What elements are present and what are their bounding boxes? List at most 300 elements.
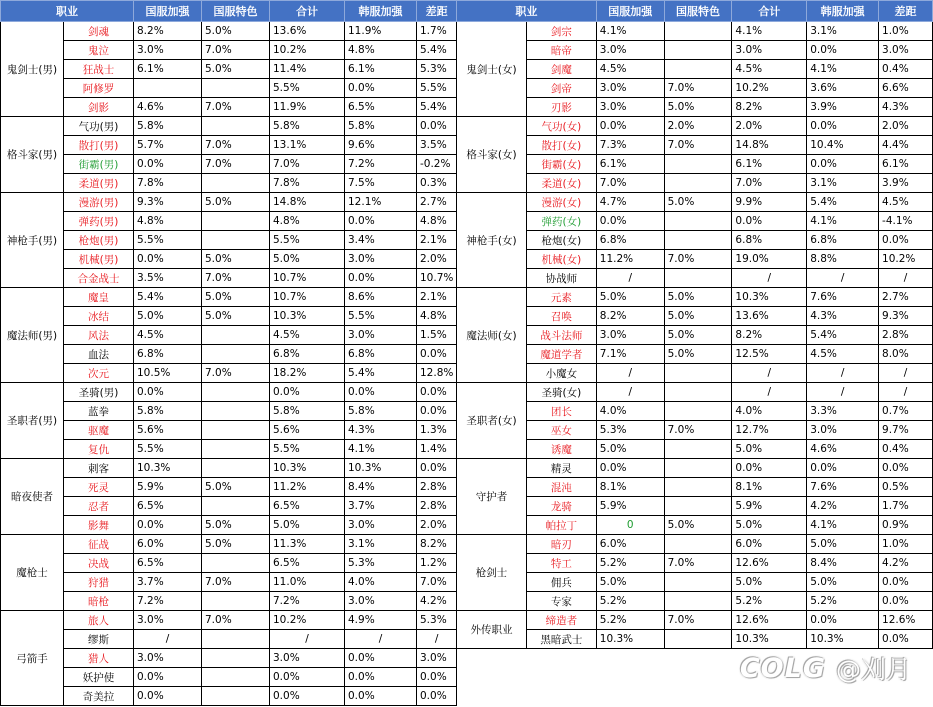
- subclass-name-cell: 猎人: [64, 649, 134, 668]
- diff-cell: 1.5%: [417, 326, 457, 345]
- total-cell: 10.3%: [732, 630, 807, 649]
- cn-buff-cell: 5.0%: [596, 440, 664, 459]
- total-cell: 3.0%: [270, 649, 345, 668]
- cn-feature-cell: [664, 478, 732, 497]
- cn-buff-cell: 6.5%: [134, 497, 202, 516]
- diff-cell: 1.4%: [417, 440, 457, 459]
- class-group-cell: 格斗家(女): [457, 117, 527, 193]
- cn-buff-cell: /: [134, 630, 202, 649]
- total-cell: 7.0%: [270, 155, 345, 174]
- diff-cell: /: [879, 383, 933, 402]
- cn-feature-cell: 7.0%: [202, 611, 270, 630]
- header-cn-feature: 国服特色: [202, 1, 270, 22]
- kr-buff-cell: 5.8%: [345, 402, 417, 421]
- cn-buff-cell: 0.0%: [134, 250, 202, 269]
- cn-buff-cell: 10.3%: [134, 459, 202, 478]
- diff-cell: 7.0%: [417, 573, 457, 592]
- kr-buff-cell: 6.8%: [345, 345, 417, 364]
- diff-cell: 6.1%: [879, 155, 933, 174]
- cn-buff-cell: 3.0%: [596, 41, 664, 60]
- kr-buff-cell: 12.1%: [345, 193, 417, 212]
- table-row: [1, 687, 457, 706]
- cn-feature-cell: 5.0%: [202, 193, 270, 212]
- subclass-name-cell: 蓝拳: [64, 402, 134, 421]
- kr-buff-cell: 3.1%: [807, 174, 879, 193]
- kr-buff-cell: 3.3%: [807, 402, 879, 421]
- kr-buff-cell: 5.3%: [345, 554, 417, 573]
- diff-cell: 8.2%: [417, 535, 457, 554]
- diff-cell: 0.0%: [879, 573, 933, 592]
- table-row: [1, 212, 457, 231]
- subclass-name-cell: 刺客: [64, 459, 134, 478]
- total-cell: 18.2%: [270, 364, 345, 383]
- subclass-name-cell: 魔道学者: [526, 345, 596, 364]
- cn-feature-cell: [202, 345, 270, 364]
- total-cell: 4.5%: [732, 60, 807, 79]
- total-cell: 5.0%: [270, 516, 345, 535]
- cn-buff-cell: 3.0%: [596, 326, 664, 345]
- total-cell: 5.5%: [270, 231, 345, 250]
- cn-feature-cell: [202, 592, 270, 611]
- diff-cell: 5.4%: [417, 41, 457, 60]
- table-row: [457, 592, 933, 611]
- class-group-cell: 圣职者(女): [457, 383, 527, 459]
- table-row: [457, 326, 933, 345]
- cn-feature-cell: 7.0%: [202, 136, 270, 155]
- diff-cell: 0.5%: [879, 478, 933, 497]
- total-cell: 0.0%: [732, 459, 807, 478]
- cn-buff-cell: 5.5%: [134, 231, 202, 250]
- empty-cell: [879, 685, 933, 703]
- kr-buff-cell: 6.1%: [345, 60, 417, 79]
- cn-feature-cell: 5.0%: [664, 326, 732, 345]
- subclass-name-cell: 血法: [64, 345, 134, 364]
- cn-feature-cell: 5.0%: [202, 60, 270, 79]
- total-cell: 7.0%: [732, 174, 807, 193]
- cn-feature-cell: 5.0%: [664, 98, 732, 117]
- class-group-cell: 鬼剑士(男): [1, 22, 64, 117]
- cn-buff-cell: 5.6%: [134, 421, 202, 440]
- subclass-name-cell: 枪炮(男): [64, 231, 134, 250]
- empty-row: [457, 685, 933, 703]
- table-row: [1, 307, 457, 326]
- kr-buff-cell: 0.0%: [807, 459, 879, 478]
- subclass-name-cell: 阿修罗: [64, 79, 134, 98]
- cn-feature-cell: [202, 668, 270, 687]
- subclass-name-cell: 元素: [526, 288, 596, 307]
- cn-buff-cell: 6.0%: [596, 535, 664, 554]
- cn-buff-cell: 5.9%: [596, 497, 664, 516]
- total-cell: 8.1%: [732, 478, 807, 497]
- subclass-name-cell: 暗刃: [526, 535, 596, 554]
- cn-buff-cell: 6.8%: [596, 231, 664, 250]
- cn-buff-cell: 9.3%: [134, 193, 202, 212]
- kr-buff-cell: 0.0%: [807, 41, 879, 60]
- cn-buff-cell: 4.8%: [134, 212, 202, 231]
- kr-buff-cell: 4.9%: [345, 611, 417, 630]
- table-row: [1, 668, 457, 687]
- kr-buff-cell: 3.0%: [345, 326, 417, 345]
- subclass-name-cell: 气功(男): [64, 117, 134, 136]
- total-cell: 13.6%: [732, 307, 807, 326]
- class-group-cell: 枪剑士: [457, 535, 527, 611]
- table-row: [1, 193, 457, 212]
- table-row: [1, 592, 457, 611]
- kr-buff-cell: 7.6%: [807, 478, 879, 497]
- kr-buff-cell: 0.0%: [345, 383, 417, 402]
- total-cell: 7.8%: [270, 174, 345, 193]
- subclass-name-cell: 枪炮(女): [526, 231, 596, 250]
- table-row: [1, 573, 457, 592]
- empty-cell: [457, 667, 527, 685]
- cn-buff-cell: 3.0%: [134, 41, 202, 60]
- empty-cell: [457, 649, 527, 668]
- kr-buff-cell: 8.6%: [345, 288, 417, 307]
- subclass-name-cell: 诱魔: [526, 440, 596, 459]
- cn-feature-cell: 7.0%: [664, 136, 732, 155]
- kr-buff-cell: 10.4%: [807, 136, 879, 155]
- table-row: [457, 231, 933, 250]
- table-row: [1, 649, 457, 668]
- cn-buff-cell: 10.5%: [134, 364, 202, 383]
- total-cell: 0.0%: [270, 668, 345, 687]
- cn-feature-cell: [202, 117, 270, 136]
- total-cell: 10.7%: [270, 269, 345, 288]
- right-buff-table: [456, 0, 933, 703]
- diff-cell: 12.8%: [417, 364, 457, 383]
- cn-buff-cell: 3.5%: [134, 269, 202, 288]
- kr-buff-cell: 8.8%: [807, 250, 879, 269]
- total-cell: 4.8%: [270, 212, 345, 231]
- total-cell: 5.9%: [732, 497, 807, 516]
- diff-cell: 0.0%: [417, 668, 457, 687]
- cn-buff-cell: 7.3%: [596, 136, 664, 155]
- cn-feature-cell: 5.0%: [664, 288, 732, 307]
- cn-buff-cell: 6.8%: [134, 345, 202, 364]
- diff-cell: 4.3%: [879, 98, 933, 117]
- cn-buff-cell: 4.0%: [596, 402, 664, 421]
- diff-cell: 2.0%: [417, 516, 457, 535]
- table-row: [457, 421, 933, 440]
- cn-buff-cell: 6.1%: [596, 155, 664, 174]
- diff-cell: 0.0%: [879, 630, 933, 649]
- kr-buff-cell: 3.0%: [345, 516, 417, 535]
- table-row: [457, 345, 933, 364]
- cn-feature-cell: [664, 212, 732, 231]
- cn-feature-cell: [664, 364, 732, 383]
- cn-feature-cell: 5.0%: [664, 345, 732, 364]
- cn-feature-cell: [664, 459, 732, 478]
- table-row: [1, 402, 457, 421]
- subclass-name-cell: 缪斯: [64, 630, 134, 649]
- subclass-name-cell: 圣骑(男): [64, 383, 134, 402]
- subclass-name-cell: 忍者: [64, 497, 134, 516]
- total-cell: 7.2%: [270, 592, 345, 611]
- cn-buff-cell: 6.0%: [134, 535, 202, 554]
- kr-buff-cell: 4.1%: [807, 212, 879, 231]
- table-row: [1, 630, 457, 649]
- table-row: [457, 497, 933, 516]
- table-row: [1, 288, 457, 307]
- subclass-name-cell: 旅人: [64, 611, 134, 630]
- subclass-name-cell: 气功(女): [526, 117, 596, 136]
- subclass-name-cell: 团长: [526, 402, 596, 421]
- table-row: [1, 497, 457, 516]
- diff-cell: 2.8%: [417, 497, 457, 516]
- cn-buff-cell: 3.0%: [596, 79, 664, 98]
- kr-buff-cell: 7.2%: [345, 155, 417, 174]
- diff-cell: 2.8%: [417, 478, 457, 497]
- kr-buff-cell: 0.0%: [807, 117, 879, 136]
- total-cell: /: [732, 269, 807, 288]
- table-row: [457, 630, 933, 649]
- cn-buff-cell: 7.0%: [596, 174, 664, 193]
- diff-cell: 3.0%: [879, 41, 933, 60]
- cn-buff-cell: 3.0%: [134, 649, 202, 668]
- subclass-name-cell: 狂战士: [64, 60, 134, 79]
- class-group-cell: 神枪手(女): [457, 193, 527, 288]
- table-row: [457, 41, 933, 60]
- table-row: [1, 250, 457, 269]
- subclass-name-cell: 剑魔: [526, 60, 596, 79]
- diff-cell: 2.8%: [879, 326, 933, 345]
- total-cell: 5.5%: [270, 79, 345, 98]
- diff-cell: 0.0%: [417, 383, 457, 402]
- right-header-row: [457, 1, 933, 22]
- subclass-name-cell: 影舞: [64, 516, 134, 535]
- kr-buff-cell: 11.9%: [345, 22, 417, 41]
- subclass-name-cell: 合金战士: [64, 269, 134, 288]
- header-diff: 差距: [879, 1, 933, 22]
- cn-buff-cell: 0.0%: [134, 383, 202, 402]
- kr-buff-cell: 0.0%: [345, 212, 417, 231]
- table-row: [1, 535, 457, 554]
- subclass-name-cell: 散打(男): [64, 136, 134, 155]
- kr-buff-cell: 7.5%: [345, 174, 417, 193]
- kr-buff-cell: 5.4%: [807, 326, 879, 345]
- table-row: [457, 478, 933, 497]
- cn-buff-cell: 8.1%: [596, 478, 664, 497]
- diff-cell: 10.7%: [417, 269, 457, 288]
- kr-buff-cell: 10.3%: [345, 459, 417, 478]
- class-group-cell: 外传职业: [457, 611, 527, 649]
- subclass-name-cell: 帕拉丁: [526, 516, 596, 535]
- subclass-name-cell: 机械(男): [64, 250, 134, 269]
- diff-cell: 2.1%: [417, 288, 457, 307]
- subclass-name-cell: 漫游(男): [64, 193, 134, 212]
- header-cn-feature: 国服特色: [664, 1, 732, 22]
- cn-buff-cell: 5.5%: [134, 440, 202, 459]
- total-cell: 11.0%: [270, 573, 345, 592]
- table-row: [1, 440, 457, 459]
- cn-feature-cell: 7.0%: [664, 250, 732, 269]
- diff-cell: 5.3%: [417, 60, 457, 79]
- cn-buff-cell: 8.2%: [596, 307, 664, 326]
- diff-cell: 1.3%: [417, 421, 457, 440]
- class-group-cell: 神枪手(男): [1, 193, 64, 288]
- diff-cell: 9.3%: [879, 307, 933, 326]
- total-cell: 11.4%: [270, 60, 345, 79]
- kr-buff-cell: 5.0%: [807, 573, 879, 592]
- diff-cell: 0.4%: [879, 60, 933, 79]
- total-cell: 6.1%: [732, 155, 807, 174]
- diff-cell: 10.2%: [879, 250, 933, 269]
- total-cell: 10.2%: [270, 41, 345, 60]
- total-cell: 14.8%: [732, 136, 807, 155]
- subclass-name-cell: 决战: [64, 554, 134, 573]
- header-cn-buff: 国服加强: [134, 1, 202, 22]
- total-cell: 6.8%: [270, 345, 345, 364]
- cn-feature-cell: 7.0%: [664, 554, 732, 573]
- cn-feature-cell: 5.0%: [664, 516, 732, 535]
- cn-buff-cell: /: [596, 383, 664, 402]
- subclass-name-cell: 风法: [64, 326, 134, 345]
- table-row: [457, 573, 933, 592]
- subclass-name-cell: 鬼泣: [64, 41, 134, 60]
- total-cell: 10.3%: [270, 307, 345, 326]
- subclass-name-cell: 漫游(女): [526, 193, 596, 212]
- cn-feature-cell: [664, 174, 732, 193]
- table-row: [457, 269, 933, 288]
- cn-feature-cell: [664, 630, 732, 649]
- table-row: [457, 288, 933, 307]
- header-cn-buff: 国服加强: [596, 1, 664, 22]
- total-cell: 19.0%: [732, 250, 807, 269]
- diff-cell: 5.3%: [417, 611, 457, 630]
- diff-cell: 2.1%: [417, 231, 457, 250]
- kr-buff-cell: /: [345, 630, 417, 649]
- cn-feature-cell: [202, 630, 270, 649]
- table-row: [1, 364, 457, 383]
- kr-buff-cell: 0.0%: [807, 155, 879, 174]
- subclass-name-cell: 刃影: [526, 98, 596, 117]
- cn-buff-cell: 5.3%: [596, 421, 664, 440]
- diff-cell: 0.0%: [417, 459, 457, 478]
- watermark-author: @刈月: [835, 655, 911, 684]
- cn-feature-cell: 7.0%: [202, 269, 270, 288]
- cn-feature-cell: [664, 155, 732, 174]
- total-cell: 11.3%: [270, 535, 345, 554]
- total-cell: 4.5%: [270, 326, 345, 345]
- table-row: [457, 174, 933, 193]
- diff-cell: 1.0%: [879, 22, 933, 41]
- table-row: [457, 22, 933, 41]
- total-cell: 5.0%: [270, 250, 345, 269]
- table-row: [1, 231, 457, 250]
- kr-buff-cell: 3.7%: [345, 497, 417, 516]
- diff-cell: 0.0%: [417, 402, 457, 421]
- cn-buff-cell: 4.5%: [596, 60, 664, 79]
- table-row: [1, 326, 457, 345]
- table-row: [1, 41, 457, 60]
- kr-buff-cell: 4.3%: [345, 421, 417, 440]
- table-row: [457, 440, 933, 459]
- subclass-name-cell: 柔道(女): [526, 174, 596, 193]
- subclass-name-cell: 混沌: [526, 478, 596, 497]
- right-table-body: [457, 22, 933, 704]
- total-cell: 9.9%: [732, 193, 807, 212]
- kr-buff-cell: 3.9%: [807, 98, 879, 117]
- kr-buff-cell: 3.6%: [807, 79, 879, 98]
- total-cell: 12.7%: [732, 421, 807, 440]
- subclass-name-cell: 小魔女: [526, 364, 596, 383]
- kr-buff-cell: 0.0%: [345, 79, 417, 98]
- cn-buff-cell: 6.5%: [134, 554, 202, 573]
- cn-feature-cell: 7.0%: [202, 41, 270, 60]
- class-group-cell: 鬼剑士(女): [457, 22, 527, 117]
- table-row: [1, 516, 457, 535]
- cn-buff-cell: 5.8%: [134, 117, 202, 136]
- diff-cell: /: [417, 630, 457, 649]
- class-group-cell: 格斗家(男): [1, 117, 64, 193]
- class-group-cell: 暗夜使者: [1, 459, 64, 535]
- cn-feature-cell: [202, 231, 270, 250]
- cn-feature-cell: [664, 269, 732, 288]
- class-group-cell: 魔法师(男): [1, 288, 64, 383]
- total-cell: 8.2%: [732, 326, 807, 345]
- total-cell: 12.5%: [732, 345, 807, 364]
- cn-buff-cell: 7.8%: [134, 174, 202, 193]
- subclass-name-cell: 征战: [64, 535, 134, 554]
- header-kr-buff: 韩服加强: [807, 1, 879, 22]
- subclass-name-cell: 专家: [526, 592, 596, 611]
- table-row: [1, 611, 457, 630]
- table-row: [1, 345, 457, 364]
- cn-buff-cell: 8.2%: [134, 22, 202, 41]
- kr-buff-cell: /: [807, 364, 879, 383]
- subclass-name-cell: 暗帝: [526, 41, 596, 60]
- kr-buff-cell: 4.2%: [807, 497, 879, 516]
- cn-feature-cell: [664, 22, 732, 41]
- diff-cell: 9.7%: [879, 421, 933, 440]
- cn-feature-cell: 7.0%: [664, 79, 732, 98]
- subclass-name-cell: 狩猎: [64, 573, 134, 592]
- total-cell: 0.0%: [270, 383, 345, 402]
- cn-buff-cell: 5.2%: [596, 592, 664, 611]
- table-row: [457, 250, 933, 269]
- empty-cell: [664, 667, 732, 685]
- kr-buff-cell: 0.0%: [345, 687, 417, 706]
- total-cell: 6.8%: [732, 231, 807, 250]
- kr-buff-cell: /: [807, 269, 879, 288]
- total-cell: 10.7%: [270, 288, 345, 307]
- diff-cell: 2.7%: [879, 288, 933, 307]
- table-row: [457, 117, 933, 136]
- empty-cell: [457, 685, 527, 703]
- cn-buff-cell: 4.5%: [134, 326, 202, 345]
- empty-cell: [732, 685, 807, 703]
- subclass-name-cell: 妖护使: [64, 668, 134, 687]
- table-row: [457, 535, 933, 554]
- cn-buff-cell: 4.6%: [134, 98, 202, 117]
- diff-cell: 4.8%: [417, 212, 457, 231]
- table-row: [457, 212, 933, 231]
- cn-buff-cell: 0.0%: [596, 117, 664, 136]
- cn-feature-cell: [202, 79, 270, 98]
- cn-buff-cell: 3.0%: [596, 98, 664, 117]
- cn-buff-cell: 7.1%: [596, 345, 664, 364]
- cn-feature-cell: [202, 649, 270, 668]
- cn-feature-cell: 7.0%: [664, 611, 732, 630]
- total-cell: 5.8%: [270, 402, 345, 421]
- cn-buff-cell: 5.9%: [134, 478, 202, 497]
- diff-cell: 1.7%: [417, 22, 457, 41]
- total-cell: 4.0%: [732, 402, 807, 421]
- cn-buff-cell: 0.0%: [596, 212, 664, 231]
- diff-cell: 0.0%: [879, 592, 933, 611]
- empty-cell: [596, 667, 664, 685]
- table-row: [1, 174, 457, 193]
